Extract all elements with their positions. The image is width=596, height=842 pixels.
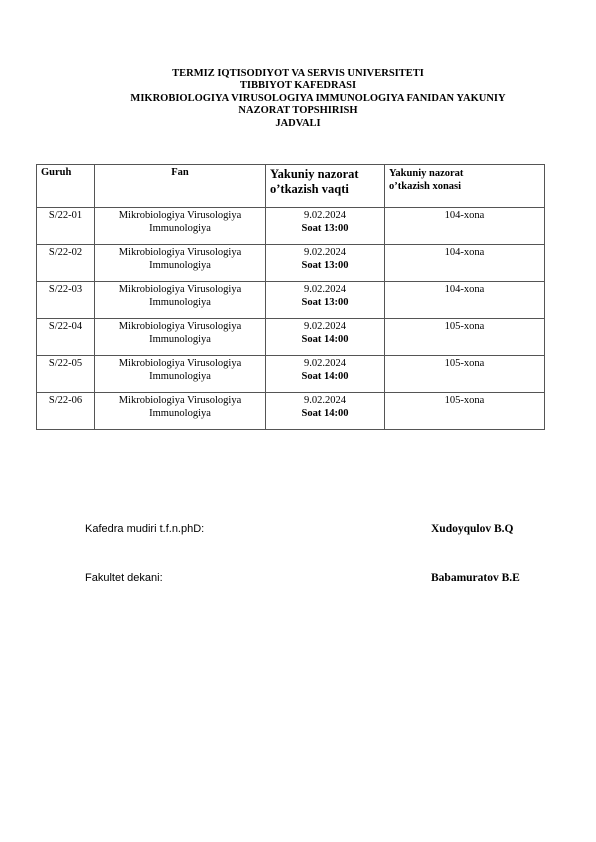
column-header-xona-line1: Yakuniy nazorat [389,168,464,179]
table-row [37,356,545,393]
cell-vaqt [266,356,385,393]
column-header-vaqt-line2: o’tkazish vaqti [270,182,349,196]
column-header-xona [385,165,545,208]
exam-date: 9.02.2024 [304,210,346,221]
column-header-xona-line2: o’tkazish xonasi [389,181,462,192]
table-row [37,282,545,319]
fan-line2: Immunologiya [149,296,211,308]
table-row [37,319,545,356]
exam-date: 9.02.2024 [304,358,346,369]
fan-line2: Immunologiya [149,407,211,419]
cell-xona: 104-xona [385,282,545,319]
exam-time: Soat 13:00 [301,296,349,308]
fan-line2: Immunologiya [149,259,211,271]
exam-date: 9.02.2024 [304,395,346,406]
kafedra-role: Kafedra mudiri t.f.n.phD: [85,523,205,535]
exam-date: 9.02.2024 [304,321,346,332]
cell-guruh: S/22-02 [37,245,95,282]
schedule-title: JADVALI [275,117,321,129]
cell-guruh: S/22-04 [37,319,95,356]
table-row [37,208,545,245]
cell-fan [95,282,266,319]
cell-fan [95,319,266,356]
cell-xona: 104-xona [385,208,545,245]
column-header-fan: Fan [95,165,266,208]
cell-xona: 105-xona [385,393,545,430]
cell-fan [95,393,266,430]
fan-line1: Mikrobiologiya Virusologiya [118,321,242,332]
exam-date: 9.02.2024 [304,247,346,258]
cell-xona: 104-xona [385,245,545,282]
table-row [37,245,545,282]
cell-guruh: S/22-05 [37,356,95,393]
cell-guruh: S/22-01 [37,208,95,245]
column-header-vaqt-line1: Yakuniy nazorat [270,167,359,181]
schedule-table [36,164,545,430]
dekan-name: Babamuratov B.E [431,572,520,584]
cell-vaqt [266,245,385,282]
exam-time: Soat 13:00 [301,259,349,271]
fan-line1: Mikrobiologiya Virusologiya [118,284,242,295]
exam-time: Soat 13:00 [301,222,349,234]
exam-time: Soat 14:00 [301,370,349,382]
fan-line1: Mikrobiologiya Virusologiya [118,210,242,221]
department-title: TIBBIYOT KAFEDRASI [239,80,357,92]
cell-vaqt [266,393,385,430]
column-header-vaqt [266,165,385,208]
table-row [37,393,545,430]
exam-date: 9.02.2024 [304,284,346,295]
fan-line1: Mikrobiologiya Virusologiya [118,395,242,406]
cell-fan [95,245,266,282]
table-header-row [37,165,545,208]
exam-time: Soat 14:00 [301,407,349,419]
subject-title: MIKROBIOLOGIYA VIRUSOLOGIYA IMMUNOLOGIYA FANIDAN YAKUNIY [130,92,506,104]
cell-fan [95,208,266,245]
fan-line1: Mikrobiologiya Virusologiya [118,247,242,258]
fan-line2: Immunologiya [149,222,211,234]
exam-title: NAZORAT TOPSHIRISH [238,105,358,117]
cell-guruh: S/22-03 [37,282,95,319]
cell-vaqt [266,282,385,319]
cell-vaqt [266,208,385,245]
dekan-role: Fakultet dekani: [85,572,163,584]
fan-line2: Immunologiya [149,370,211,382]
cell-xona: 105-xona [385,356,545,393]
exam-time: Soat 14:00 [301,333,349,345]
cell-xona: 105-xona [385,319,545,356]
kafedra-name: Xudoyqulov B.Q [431,523,514,535]
column-header-guruh: Guruh [37,165,95,208]
cell-fan [95,356,266,393]
fan-line1: Mikrobiologiya Virusologiya [118,358,242,369]
document-header [0,68,596,130]
cell-guruh: S/22-06 [37,393,95,430]
cell-vaqt [266,319,385,356]
fan-line2: Immunologiya [149,333,211,345]
university-title: TERMIZ IQTISODIYOT VA SERVIS UNIVERSITETI [172,68,424,79]
